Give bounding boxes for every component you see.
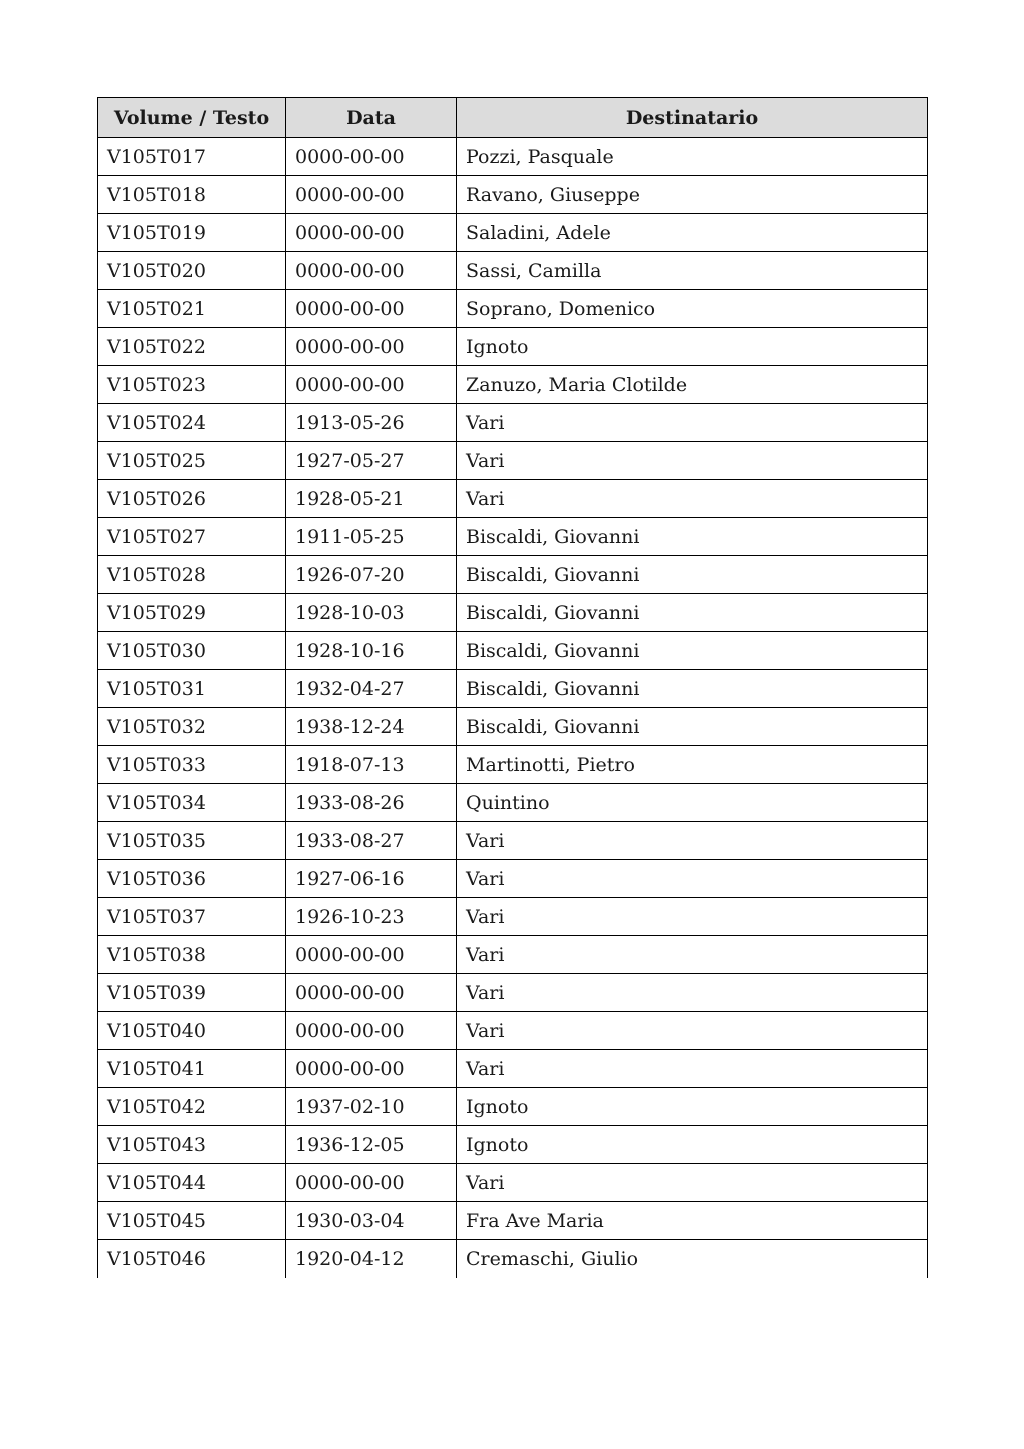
table-row xyxy=(98,898,928,936)
recipient-cell: Pozzi, Pasquale xyxy=(457,138,928,176)
date-cell: 1927-06-16 xyxy=(286,860,457,898)
recipient-cell: Martinotti, Pietro xyxy=(457,746,928,784)
table-row xyxy=(98,936,928,974)
volume-cell: V105T032 xyxy=(98,708,286,746)
recipient-cell: Ignoto xyxy=(457,1126,928,1164)
date-cell: 1937-02-10 xyxy=(286,1088,457,1126)
date-cell: 0000-00-00 xyxy=(286,214,457,252)
date-cell: 1936-12-05 xyxy=(286,1126,457,1164)
volume-cell: V105T036 xyxy=(98,860,286,898)
volume-cell: V105T026 xyxy=(98,480,286,518)
table-row xyxy=(98,746,928,784)
table-row xyxy=(98,974,928,1012)
recipient-cell: Vari xyxy=(457,974,928,1012)
volume-cell: V105T041 xyxy=(98,1050,286,1088)
volume-cell: V105T024 xyxy=(98,404,286,442)
table-row xyxy=(98,480,928,518)
table-row xyxy=(98,404,928,442)
date-cell: 1928-10-16 xyxy=(286,632,457,670)
table-row xyxy=(98,328,928,366)
volume-cell: V105T019 xyxy=(98,214,286,252)
volume-cell: V105T030 xyxy=(98,632,286,670)
recipient-cell: Biscaldi, Giovanni xyxy=(457,518,928,556)
recipient-cell: Biscaldi, Giovanni xyxy=(457,670,928,708)
recipient-cell: Vari xyxy=(457,404,928,442)
column-header-date: Data xyxy=(286,98,457,138)
date-cell: 1938-12-24 xyxy=(286,708,457,746)
volume-cell: V105T031 xyxy=(98,670,286,708)
date-cell: 0000-00-00 xyxy=(286,138,457,176)
recipient-cell: Biscaldi, Giovanni xyxy=(457,708,928,746)
table-row xyxy=(98,1164,928,1202)
table-row xyxy=(98,1088,928,1126)
table-row xyxy=(98,594,928,632)
table-row xyxy=(98,822,928,860)
table-row xyxy=(98,1240,928,1278)
date-cell: 0000-00-00 xyxy=(286,290,457,328)
date-cell: 1930-03-04 xyxy=(286,1202,457,1240)
recipient-cell: Vari xyxy=(457,822,928,860)
recipient-cell: Quintino xyxy=(457,784,928,822)
volume-cell: V105T022 xyxy=(98,328,286,366)
volume-cell: V105T046 xyxy=(98,1240,286,1278)
recipient-cell: Soprano, Domenico xyxy=(457,290,928,328)
date-cell: 0000-00-00 xyxy=(286,936,457,974)
recipient-cell: Vari xyxy=(457,1012,928,1050)
recipient-cell: Vari xyxy=(457,442,928,480)
volume-cell: V105T044 xyxy=(98,1164,286,1202)
table-row xyxy=(98,366,928,404)
recipient-cell: Vari xyxy=(457,860,928,898)
recipient-cell: Biscaldi, Giovanni xyxy=(457,632,928,670)
volume-cell: V105T035 xyxy=(98,822,286,860)
volume-cell: V105T017 xyxy=(98,138,286,176)
date-cell: 1911-05-25 xyxy=(286,518,457,556)
table-row xyxy=(98,708,928,746)
date-cell: 1926-10-23 xyxy=(286,898,457,936)
table-row xyxy=(98,518,928,556)
date-cell: 1920-04-12 xyxy=(286,1240,457,1278)
recipient-cell: Ravano, Giuseppe xyxy=(457,176,928,214)
recipient-cell: Vari xyxy=(457,1164,928,1202)
date-cell: 0000-00-00 xyxy=(286,252,457,290)
volume-cell: V105T038 xyxy=(98,936,286,974)
date-cell: 0000-00-00 xyxy=(286,1012,457,1050)
table-row xyxy=(98,632,928,670)
letters-table xyxy=(97,97,928,1278)
table-body xyxy=(98,138,928,1278)
table-row xyxy=(98,670,928,708)
volume-cell: V105T029 xyxy=(98,594,286,632)
recipient-cell: Biscaldi, Giovanni xyxy=(457,556,928,594)
table-row xyxy=(98,784,928,822)
volume-cell: V105T025 xyxy=(98,442,286,480)
table-row xyxy=(98,1202,928,1240)
volume-cell: V105T043 xyxy=(98,1126,286,1164)
table-header-row xyxy=(98,98,928,138)
recipient-cell: Ignoto xyxy=(457,1088,928,1126)
volume-cell: V105T042 xyxy=(98,1088,286,1126)
column-header-recipient: Destinatario xyxy=(457,98,928,138)
volume-cell: V105T033 xyxy=(98,746,286,784)
recipient-cell: Vari xyxy=(457,480,928,518)
volume-cell: V105T034 xyxy=(98,784,286,822)
date-cell: 1927-05-27 xyxy=(286,442,457,480)
document-table-container xyxy=(97,97,927,1278)
recipient-cell: Ignoto xyxy=(457,328,928,366)
table-header xyxy=(98,98,928,138)
table-row xyxy=(98,138,928,176)
date-cell: 0000-00-00 xyxy=(286,1164,457,1202)
volume-cell: V105T045 xyxy=(98,1202,286,1240)
date-cell: 0000-00-00 xyxy=(286,328,457,366)
recipient-cell: Vari xyxy=(457,936,928,974)
table-row xyxy=(98,1126,928,1164)
recipient-cell: Cremaschi, Giulio xyxy=(457,1240,928,1278)
volume-cell: V105T020 xyxy=(98,252,286,290)
date-cell: 1928-05-21 xyxy=(286,480,457,518)
date-cell: 0000-00-00 xyxy=(286,1050,457,1088)
volume-cell: V105T018 xyxy=(98,176,286,214)
recipient-cell: Sassi, Camilla xyxy=(457,252,928,290)
date-cell: 1918-07-13 xyxy=(286,746,457,784)
table-row xyxy=(98,556,928,594)
volume-cell: V105T037 xyxy=(98,898,286,936)
table-row xyxy=(98,860,928,898)
date-cell: 1913-05-26 xyxy=(286,404,457,442)
column-header-volume: Volume / Testo xyxy=(98,98,286,138)
recipient-cell: Fra Ave Maria xyxy=(457,1202,928,1240)
recipient-cell: Saladini, Adele xyxy=(457,214,928,252)
volume-cell: V105T028 xyxy=(98,556,286,594)
date-cell: 1928-10-03 xyxy=(286,594,457,632)
recipient-cell: Zanuzo, Maria Clotilde xyxy=(457,366,928,404)
table-row xyxy=(98,1050,928,1088)
date-cell: 0000-00-00 xyxy=(286,366,457,404)
recipient-cell: Biscaldi, Giovanni xyxy=(457,594,928,632)
date-cell: 1926-07-20 xyxy=(286,556,457,594)
volume-cell: V105T023 xyxy=(98,366,286,404)
date-cell: 0000-00-00 xyxy=(286,176,457,214)
date-cell: 1932-04-27 xyxy=(286,670,457,708)
date-cell: 1933-08-27 xyxy=(286,822,457,860)
table-row xyxy=(98,442,928,480)
volume-cell: V105T021 xyxy=(98,290,286,328)
table-row xyxy=(98,290,928,328)
table-row xyxy=(98,1012,928,1050)
table-row xyxy=(98,252,928,290)
volume-cell: V105T039 xyxy=(98,974,286,1012)
recipient-cell: Vari xyxy=(457,898,928,936)
recipient-cell: Vari xyxy=(457,1050,928,1088)
table-row xyxy=(98,214,928,252)
volume-cell: V105T027 xyxy=(98,518,286,556)
table-row xyxy=(98,176,928,214)
date-cell: 1933-08-26 xyxy=(286,784,457,822)
date-cell: 0000-00-00 xyxy=(286,974,457,1012)
volume-cell: V105T040 xyxy=(98,1012,286,1050)
